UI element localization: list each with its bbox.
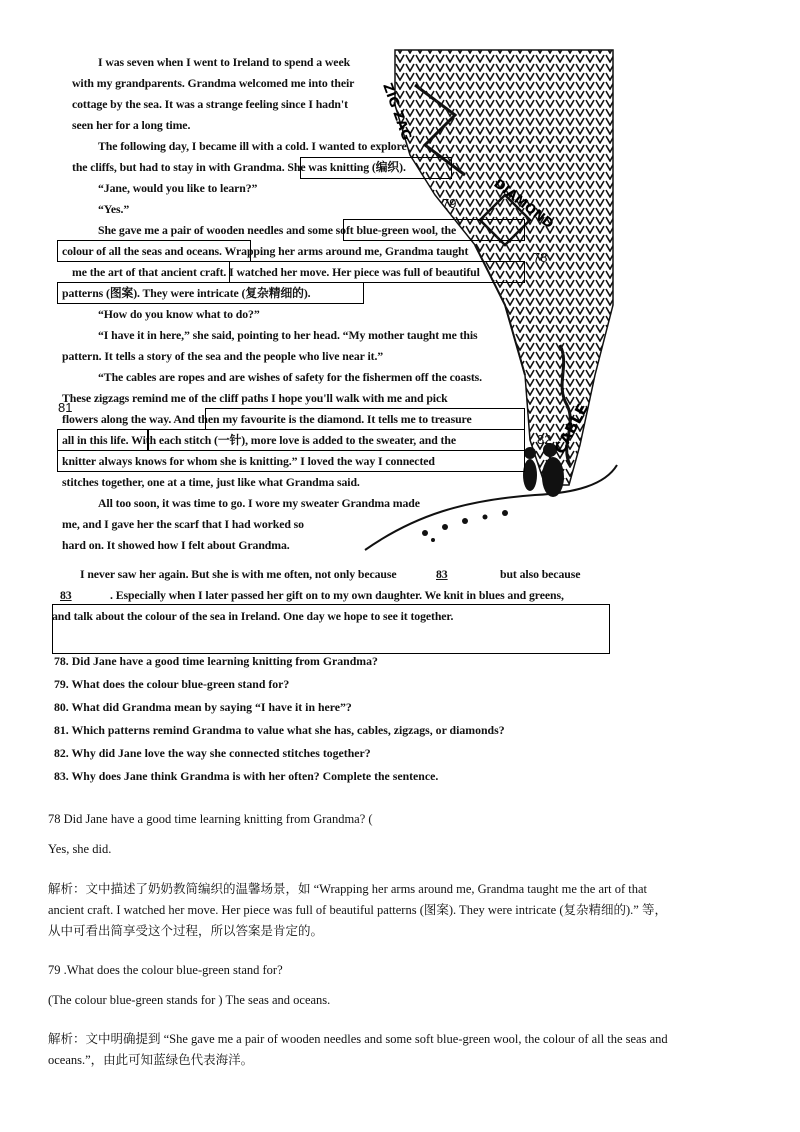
story-line: I never saw her again. But she is with me often, not only because xyxy=(80,567,397,581)
marker-81: 81 xyxy=(58,400,73,415)
story-line: stitches together, one at a time, just like what Grandma said. xyxy=(62,475,360,489)
answer-79: (The colour blue-green stands for ) The seas and oceans. xyxy=(48,993,331,1007)
story-line: all in this life. With each stitch (一针), more love is added to the sweater, and the xyxy=(62,433,456,447)
annotation-box xyxy=(229,261,525,283)
annotation-box xyxy=(147,429,525,451)
story-line: and talk about the colour of the sea in Ireland. One day we hope to see it together. xyxy=(52,609,454,623)
explanation-78: ancient craft. I watched her move. Her piece was full of beautiful patterns (图案). They were intricate (复杂精细的).” 等， xyxy=(48,903,667,917)
marker-79: 79 xyxy=(442,196,457,211)
story-line: I was seven when I went to Ireland to spend a week xyxy=(98,55,351,69)
story-line: . Especially when I later passed her gift on to my own daughter. We knit in blues and greens, xyxy=(110,588,564,602)
story-line: patterns (图案). They were intricate (复杂精细的). xyxy=(62,286,311,300)
explanation-78: 从中可看出简享受这个过程，所以答案是肯定的。 xyxy=(48,924,324,938)
marker-78: 78 xyxy=(533,250,548,265)
story-line: The following day, I became ill with a cold. I wanted to explore xyxy=(98,139,407,153)
question-78: 78. Did Jane have a good time learning knitting from Grandma? xyxy=(54,654,378,668)
story-line: “The cables are ropes and are wishes of safety for the fishermen off the coasts. xyxy=(98,370,482,384)
explanation-78: 解析：文中描述了奶奶教简编织的温馨场景，如 “Wrapping her arms around me, Grandma taught me the art of that xyxy=(48,882,648,896)
story-line: seen her for a long time. xyxy=(72,118,191,132)
blank-83-a: 83 xyxy=(436,567,448,581)
question-79: 79. What does the colour blue-green stand for? xyxy=(54,677,290,691)
story-line: pattern. It tells a story of the sea and the people who live near it.” xyxy=(62,349,384,363)
story-line: All too soon, it was time to go. I wore my sweater Grandma made xyxy=(98,496,420,510)
story-line: knitter always knows for whom she is knitting.” I loved the way I connected xyxy=(62,454,435,468)
annotation-box xyxy=(300,157,452,179)
story-line: “Jane, would you like to learn?” xyxy=(98,181,258,195)
answer-question-78: 78 Did Jane have a good time learning knitting from Grandma? ( xyxy=(48,812,373,826)
cable-label: CABLE xyxy=(550,400,592,457)
annotation-box xyxy=(52,604,610,654)
annotation-box xyxy=(343,219,525,241)
story-line: but also because xyxy=(500,567,581,581)
annotation-box xyxy=(57,282,364,304)
diamond-label: DIAMOND xyxy=(490,176,557,233)
story-line: with my grandparents. Grandma welcomed me into their xyxy=(72,76,355,90)
question-80: 80. What did Grandma mean by saying “I have it in here”? xyxy=(54,700,352,714)
story-line: hard on. It showed how I felt about Grandma. xyxy=(62,538,290,552)
explanation-79: oceans.”，由此可知蓝绿色代表海洋。 xyxy=(48,1053,254,1067)
story-line: These zigzags remind me of the cliff paths I hope you'll walk with me and pick xyxy=(62,391,448,405)
annotation-box xyxy=(57,429,149,451)
question-83: 83. Why does Jane think Grandma is with her often? Complete the sentence. xyxy=(54,769,439,783)
question-81: 81. Which patterns remind Grandma to value what she has, cables, zigzags, or diamonds? xyxy=(54,723,505,737)
question-82: 82. Why did Jane love the way she connected stitches together? xyxy=(54,746,371,760)
story-line: me the art of that ancient craft. I watched her move. Her piece was full of beautiful xyxy=(72,265,480,279)
answer-question-79: 79 .What does the colour blue-green stand for? xyxy=(48,963,283,977)
story-line: cottage by the sea. It was a strange feeling since I hadn't xyxy=(72,97,348,111)
annotation-box xyxy=(57,240,251,262)
story-line: me, and I gave her the scarf that I had worked so xyxy=(62,517,304,531)
story-line: “Yes.” xyxy=(98,202,130,216)
story-line: “How do you know what to do?” xyxy=(98,307,260,321)
knitted-scarf-illustration xyxy=(355,45,620,555)
story-line: colour of all the seas and oceans. Wrapping her arms around me, Grandma taught xyxy=(62,244,469,258)
marker-82: 82 xyxy=(537,432,552,447)
story-line: She gave me a pair of wooden needles and some soft blue-green wool, the xyxy=(98,223,457,237)
story-line: flowers along the way. And then my favourite is the diamond. It tells me to treasure xyxy=(62,412,472,426)
annotation-box xyxy=(57,450,525,472)
explanation-79: 解析：文中明确提到 “She gave me a pair of wooden needles and some soft blue-green wool, the colour of all the seas and xyxy=(48,1032,668,1046)
story-line: “I have it in here,” she said, pointing to her head. “My mother taught me this xyxy=(98,328,478,342)
blank-83-b: 83 xyxy=(60,588,72,602)
story-line: the cliffs, but had to stay in with Grandma. She was knitting (编织). xyxy=(72,160,406,174)
zigzag-label: ZIG ZAG xyxy=(379,81,414,143)
answer-78: Yes, she did. xyxy=(48,842,112,856)
annotation-box xyxy=(205,408,525,430)
